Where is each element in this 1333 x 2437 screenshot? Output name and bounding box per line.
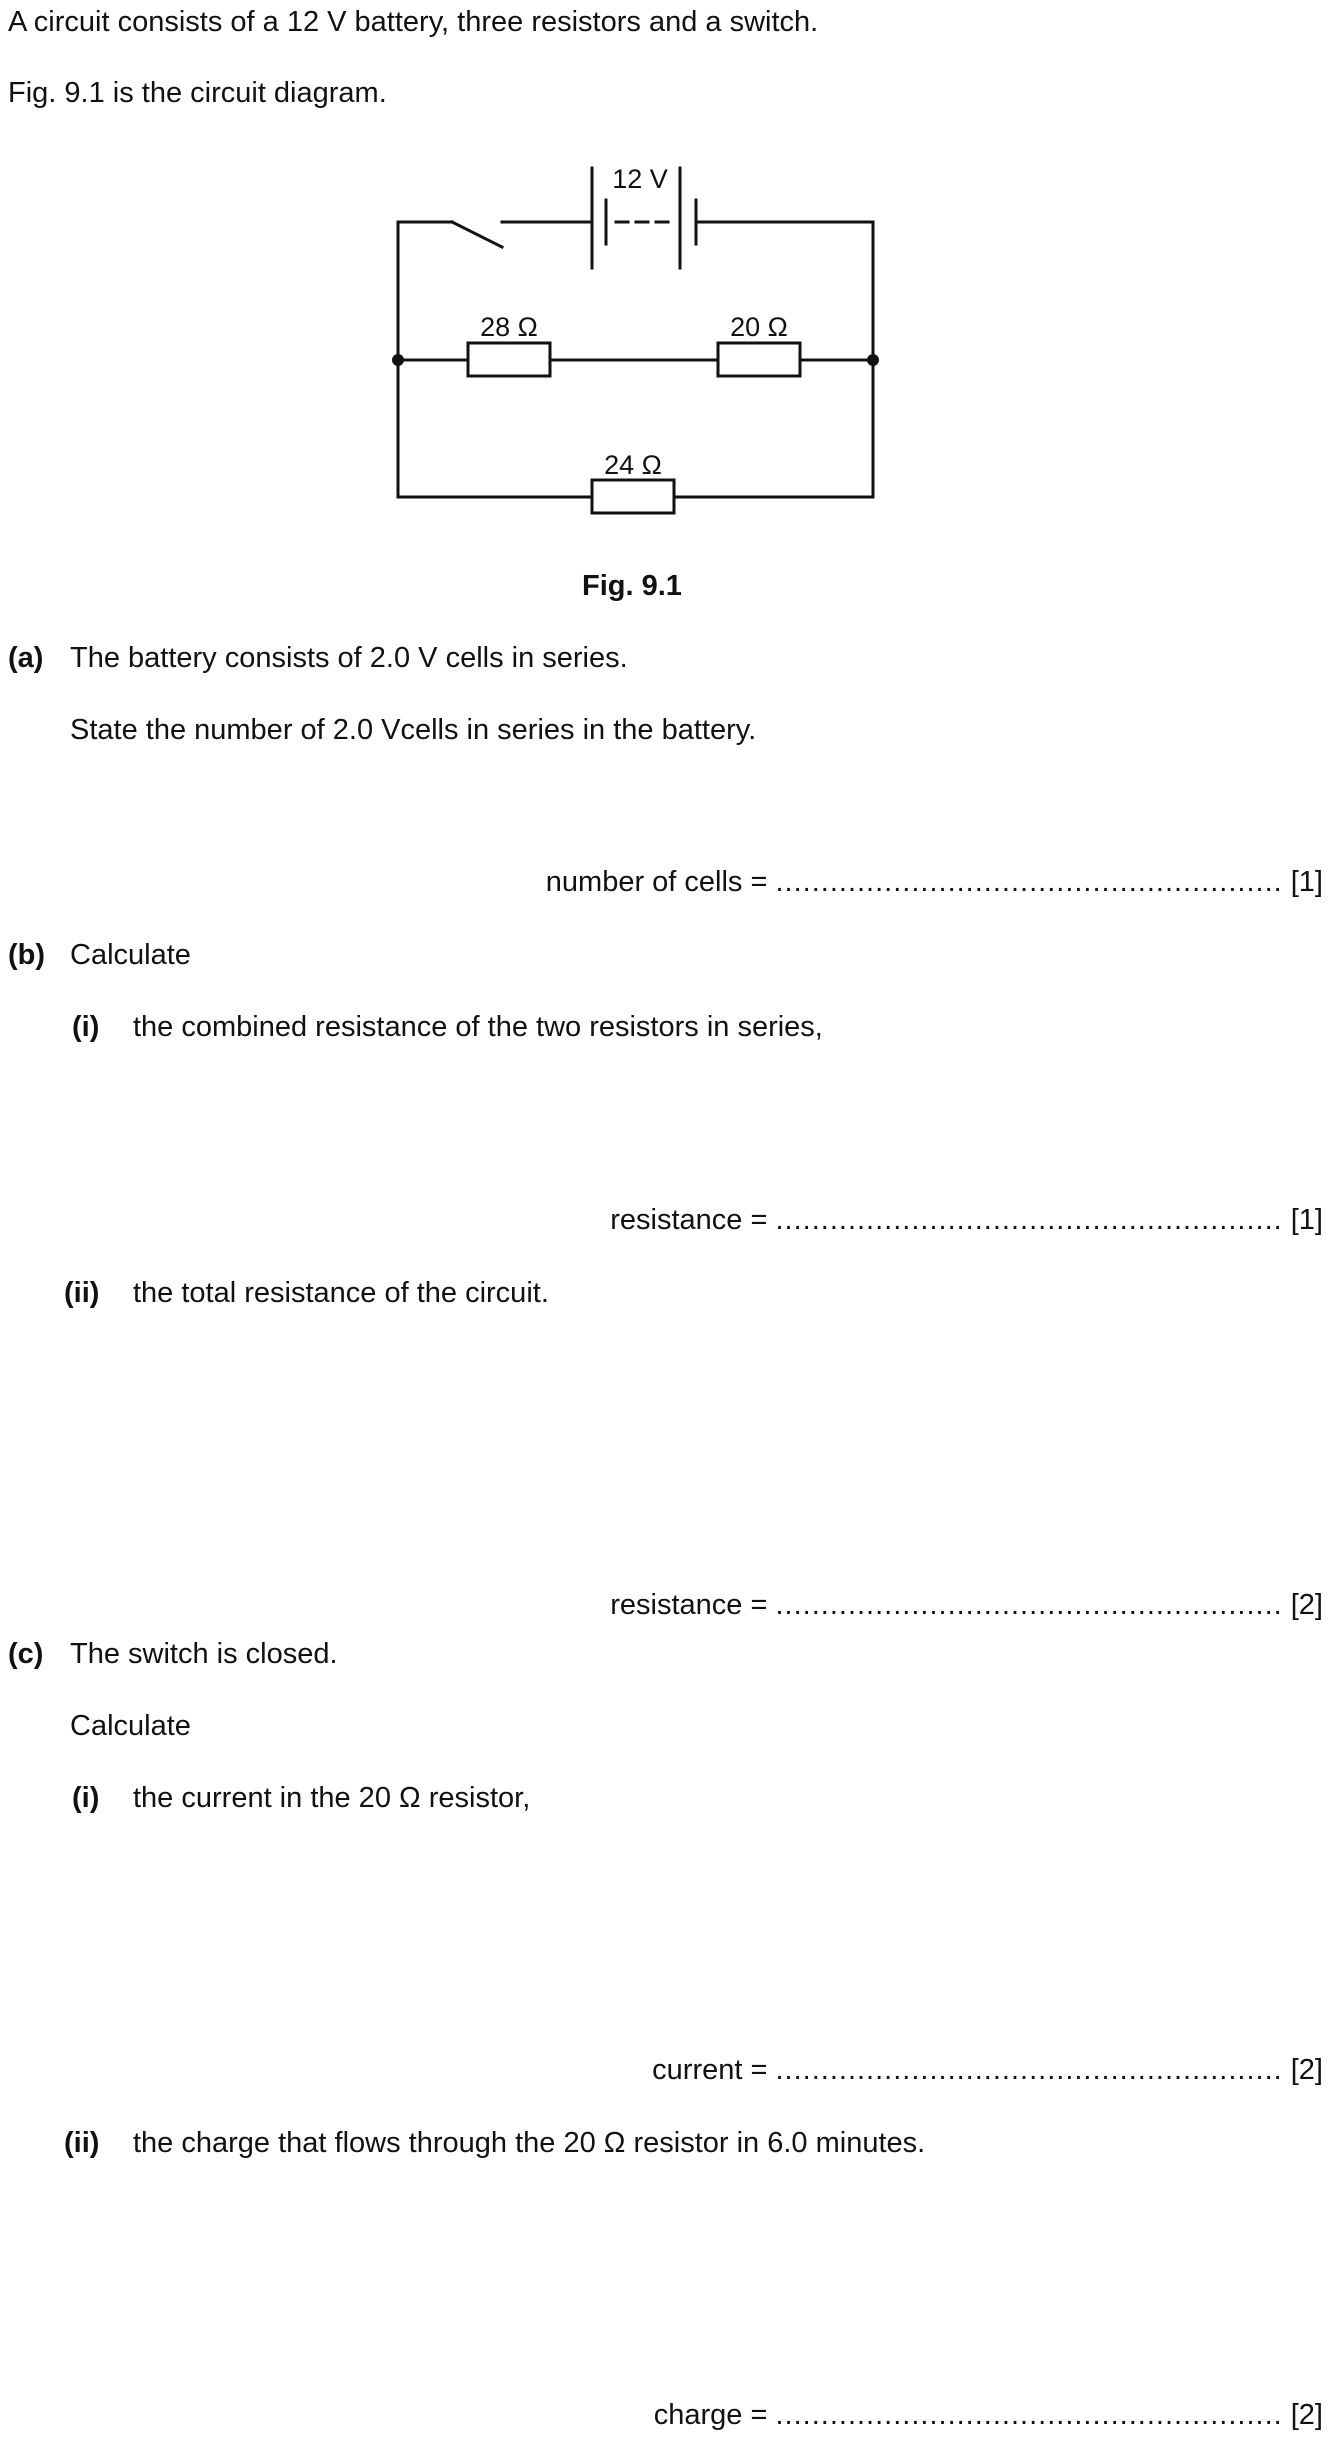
resistor-20-ohm xyxy=(718,343,800,376)
part-b-i-marker: (i) xyxy=(72,1011,100,1043)
part-a-text: The battery consists of 2.0 V cells in series. xyxy=(70,642,628,674)
circuit-diagram xyxy=(380,150,900,530)
part-c-ii-marker: (ii) xyxy=(64,2127,100,2159)
part-c-text: The switch is closed. xyxy=(70,1638,338,1670)
part-a-question: State the number of 2.0 Vcells in series in the battery. xyxy=(70,714,757,746)
marks: [2] xyxy=(1290,2399,1323,2431)
junction-left xyxy=(392,354,404,366)
part-a-marker: (a) xyxy=(8,642,44,674)
marks: [2] xyxy=(1290,2054,1323,2086)
resistor-28-ohm xyxy=(468,343,550,376)
battery-label: 12 V xyxy=(612,164,668,194)
part-c-ii-text: the charge that flows through the 20 Ω resistor in 6.0 minutes. xyxy=(133,2127,926,2159)
answer-blank[interactable]: ........................................................ xyxy=(775,1204,1283,1236)
answer-label: current = xyxy=(652,2054,768,2086)
part-b-i-answer-line xyxy=(610,1202,1323,1238)
part-b-i-text: the combined resistance of the two resistors in series, xyxy=(133,1011,823,1043)
marks: [1] xyxy=(1290,1204,1323,1236)
part-c-i-text: the current in the 20 Ω resistor, xyxy=(133,1782,531,1814)
switch-lever xyxy=(452,222,502,247)
part-b-ii-marker: (ii) xyxy=(64,1277,100,1309)
answer-blank[interactable]: ........................................................ xyxy=(775,2399,1283,2431)
answer-label: number of cells = xyxy=(545,866,768,898)
answer-label: resistance = xyxy=(610,1589,768,1621)
resistor-20-label: 20 Ω xyxy=(730,312,788,342)
resistor-24-label: 24 Ω xyxy=(604,450,662,480)
marks: [2] xyxy=(1290,1589,1323,1621)
part-c-ii-answer-line xyxy=(654,2397,1323,2433)
resistor-24-ohm xyxy=(592,480,674,513)
answer-label: resistance = xyxy=(610,1204,768,1236)
part-b-text: Calculate xyxy=(70,939,191,971)
junction-right xyxy=(867,354,879,366)
answer-blank[interactable]: ........................................................ xyxy=(775,866,1283,898)
answer-blank[interactable]: ........................................................ xyxy=(775,1589,1283,1621)
answer-blank[interactable]: ........................................................ xyxy=(775,2054,1283,2086)
answer-label: charge = xyxy=(653,2399,768,2431)
part-c-i-answer-line xyxy=(652,2052,1323,2088)
part-c-i-marker: (i) xyxy=(72,1782,100,1814)
part-c-calculate: Calculate xyxy=(70,1710,191,1742)
figure-caption: Fig. 9.1 xyxy=(582,570,682,602)
intro-line-1: A circuit consists of a 12 V battery, three resistors and a switch. xyxy=(8,6,819,38)
part-a-answer-line xyxy=(546,864,1323,900)
part-b-ii-answer-line xyxy=(610,1587,1323,1623)
resistor-28-label: 28 Ω xyxy=(480,312,538,342)
intro-line-2: Fig. 9.1 is the circuit diagram. xyxy=(8,77,387,109)
part-b-ii-text: the total resistance of the circuit. xyxy=(133,1277,549,1309)
circuit-diagram-svg xyxy=(380,150,900,530)
marks: [1] xyxy=(1290,866,1323,898)
part-c-marker: (c) xyxy=(8,1638,44,1670)
part-b-marker: (b) xyxy=(8,939,46,971)
